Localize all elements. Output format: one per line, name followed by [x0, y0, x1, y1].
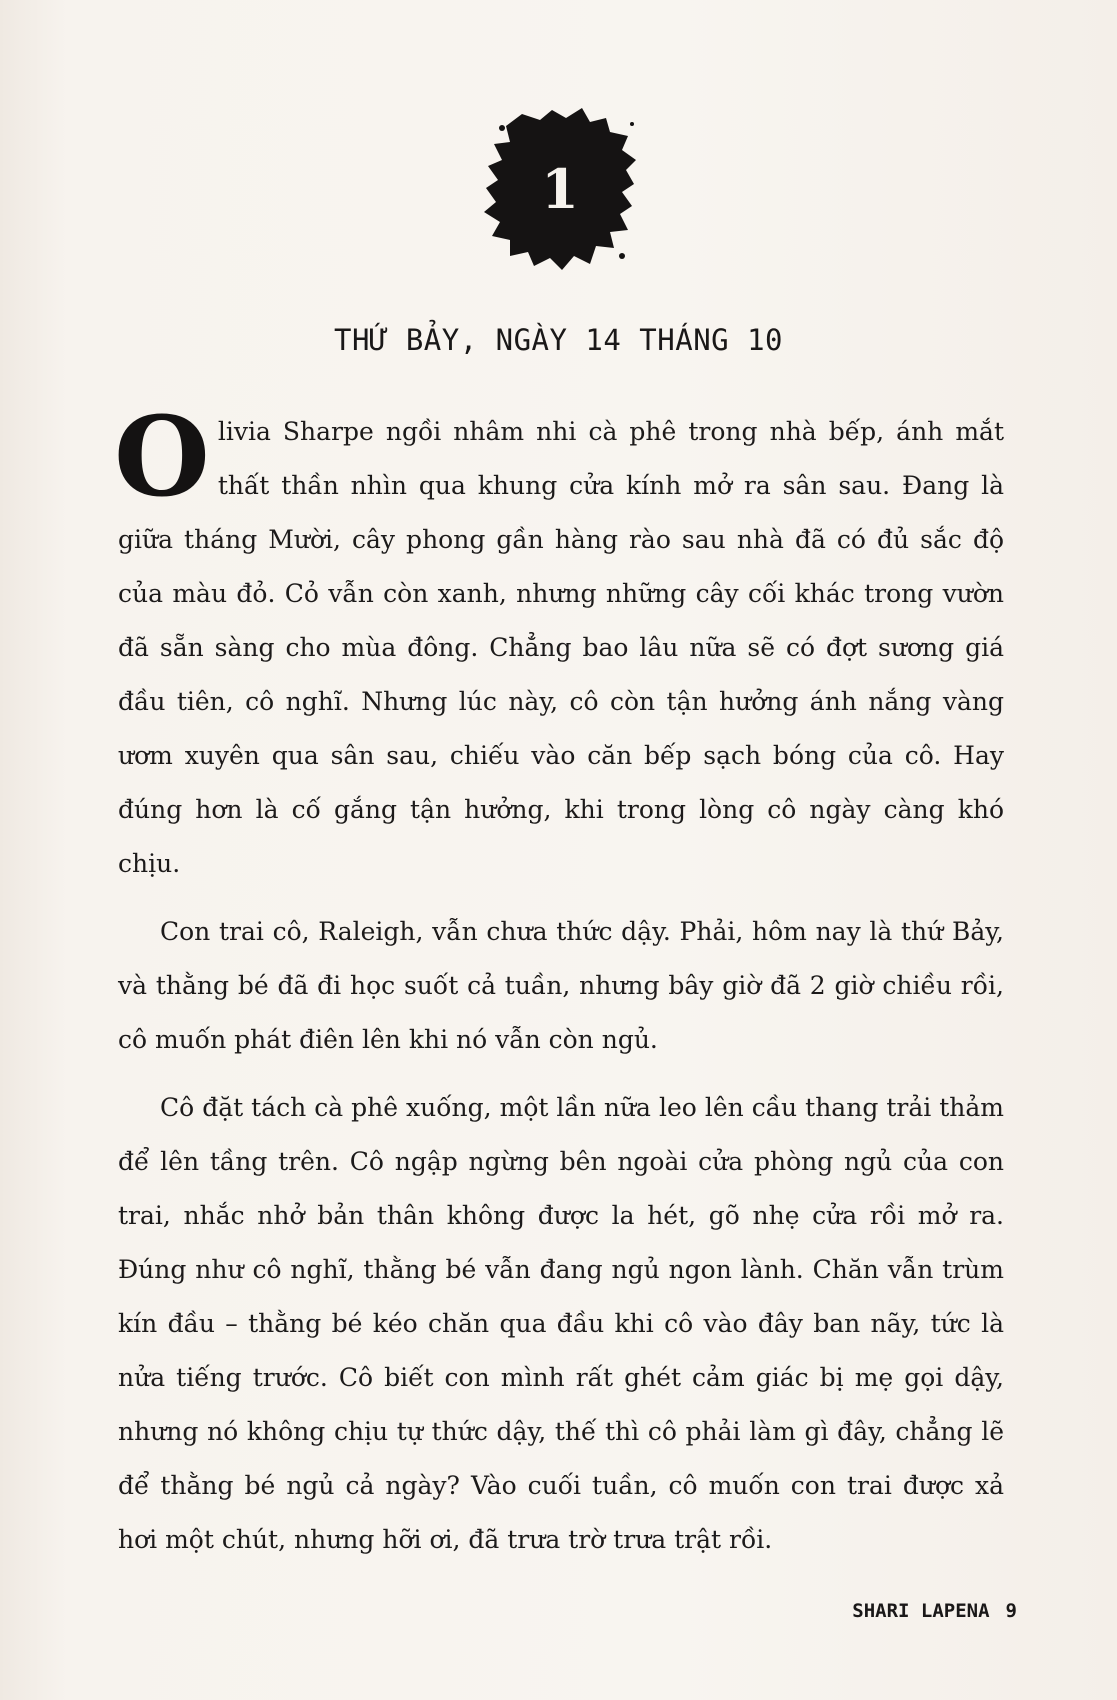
running-footer [852, 1600, 1017, 1622]
paragraph-1 [114, 392, 1004, 891]
paragraph-3: Cô đặt tách cà phê xuống, một lần nữa leo lên cầu thang trải thảm để lên tầng trên. Cô ngập ngừng bên ngoài cửa phòng ngủ của con trai, nhắc nhở bản thân không được la hét, gõ nhẹ cửa rồi mở ra. Đúng như cô nghĩ, thằng bé vẫn đang ngủ ngon lành. Chăn vẫn trùm kín đầu – thằng bé kéo chăn qua đầu khi cô vào đây ban nãy, tức là nửa tiếng trước. Cô biết con mình rất ghét cảm giác bị mẹ gọi dậy, nhưng nó không chịu tự thức dậy, thế thì cô phải làm gì đây, chẳng lẽ để thằng bé ngủ cả ngày? Vào cuối tuần, cô muốn con trai được xả hơi một chút, nhưng hỡi ơi, đã trưa trờ trưa trật rồi. [118, 1093, 1004, 1554]
body-text [114, 392, 1004, 1581]
paragraph-1-text: livia Sharpe ngồi nhâm nhi cà phê trong nhà bếp, ánh mắt thất thần nhìn qua khung cửa kính mở ra sân sau. Đang là giữa tháng Mười, cây phong gần hàng rào sau nhà đã có đủ sắc độ của màu đỏ. Cỏ vẫn còn xanh, nhưng những cây cối khác trong vườn đã sẵn sàng cho mùa đông. Chẳng bao lâu nữa sẽ có đợt sương giá đầu tiên, cô nghĩ. Nhưng lúc này, cô còn tận hưởng ánh nắng vàng ươm xuyên qua sân sau, chiếu vào căn bếp sạch bóng của cô. Hay đúng hơn là cố gắng tận hưởng, khi trong lòng cô ngày càng khó chịu. [118, 417, 1004, 878]
author-name: SHARI LAPENA [852, 1600, 990, 1622]
chapter-ink-blot [482, 106, 638, 272]
chapter-number: 1 [541, 157, 579, 221]
drop-cap: O [114, 392, 210, 521]
page-number: 9 [1005, 1600, 1017, 1622]
paragraph-2: Con trai cô, Raleigh, vẫn chưa thức dậy. Phải, hôm nay là thứ Bảy, và thằng bé đã đi học suốt cả tuần, nhưng bây giờ đã 2 giờ chiều rồi, cô muốn phát điên lên khi nó vẫn còn ngủ. [118, 917, 1004, 1054]
chapter-date-heading: THỨ BẢY, NGÀY 14 THÁNG 10 [334, 323, 783, 357]
